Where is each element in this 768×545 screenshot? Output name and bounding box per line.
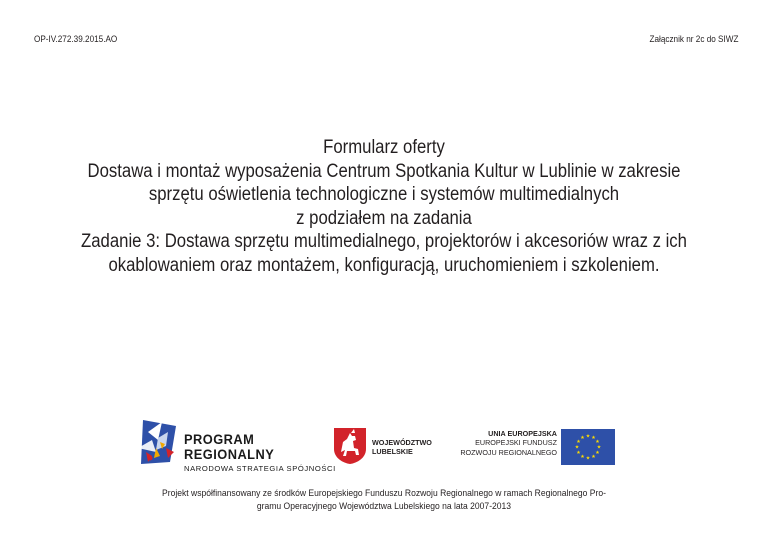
document-reference: OP-IV.272.39.2015.AO <box>34 34 118 45</box>
svg-text:★: ★ <box>595 450 600 456</box>
svg-text:★: ★ <box>591 454 596 460</box>
regionalny-label: REGIONALNY <box>184 447 275 462</box>
program-label: PROGRAM <box>184 432 255 447</box>
nss-label: NARODOWA STRATEGIA SPÓJNOŚCI <box>184 464 336 473</box>
lubelskie-coat-of-arms-icon <box>333 427 367 465</box>
svg-text:★: ★ <box>596 444 602 451</box>
svg-text:★: ★ <box>591 435 596 441</box>
cofinancing-line: Projekt współfinansowany ze środków Europejskiego Funduszu Rozwoju Regionalnego w ramach Regionalnego Pro- <box>162 488 606 499</box>
wojewodztwo-label: WOJEWÓDZTWO <box>372 438 432 447</box>
svg-text:★: ★ <box>585 433 591 440</box>
attachment-label: Załącznik nr 2c do SIWZ <box>649 34 738 45</box>
svg-text:★: ★ <box>585 455 591 462</box>
title-line: Formularz oferty <box>323 137 445 158</box>
title-line: sprzętu oświetlenia technologiczne i systemów multimedialnych <box>148 184 620 205</box>
title-line: okablowaniem oraz montażem, konfiguracją, uruchomieniem i szkoleniem. <box>108 254 660 276</box>
svg-text:★: ★ <box>576 450 581 456</box>
eu-flag-icon <box>561 429 615 465</box>
title-line: z podziałem na zadania <box>296 207 472 229</box>
svg-text:★: ★ <box>595 439 600 445</box>
title-line: Dostawa i montaż wyposażenia Centrum Spotkania Kultur w Lublinie w zakresie <box>87 160 681 182</box>
unia-text <box>457 429 557 457</box>
wojewodztwo-text <box>372 438 432 456</box>
rozwoju-label: ROZWOJU REGIONALNEGO <box>460 447 557 457</box>
fundusz-label: EUROPEJSKI FUNDUSZ <box>475 438 557 448</box>
lubelskie-label: LUBELSKIE <box>372 447 413 456</box>
cofinancing-note <box>130 487 638 513</box>
unia-label: UNIA EUROPEJSKA <box>488 429 557 438</box>
program-regionalny-logo <box>138 418 336 473</box>
program-regionalny-star-icon <box>138 418 180 470</box>
svg-text:★: ★ <box>574 444 580 451</box>
cofinancing-line: gramu Operacyjnego Województwa Lubelskiego na lata 2007-2013 <box>256 501 512 512</box>
program-regionalny-text <box>184 432 336 473</box>
svg-text:★: ★ <box>580 454 585 460</box>
document-title <box>30 136 738 277</box>
svg-text:★: ★ <box>576 439 581 445</box>
svg-text:★: ★ <box>580 435 585 441</box>
title-line: Zadanie 3: Dostawa sprzętu multimedialnego, projektorów i akcesoriów wraz z ich <box>81 231 687 252</box>
